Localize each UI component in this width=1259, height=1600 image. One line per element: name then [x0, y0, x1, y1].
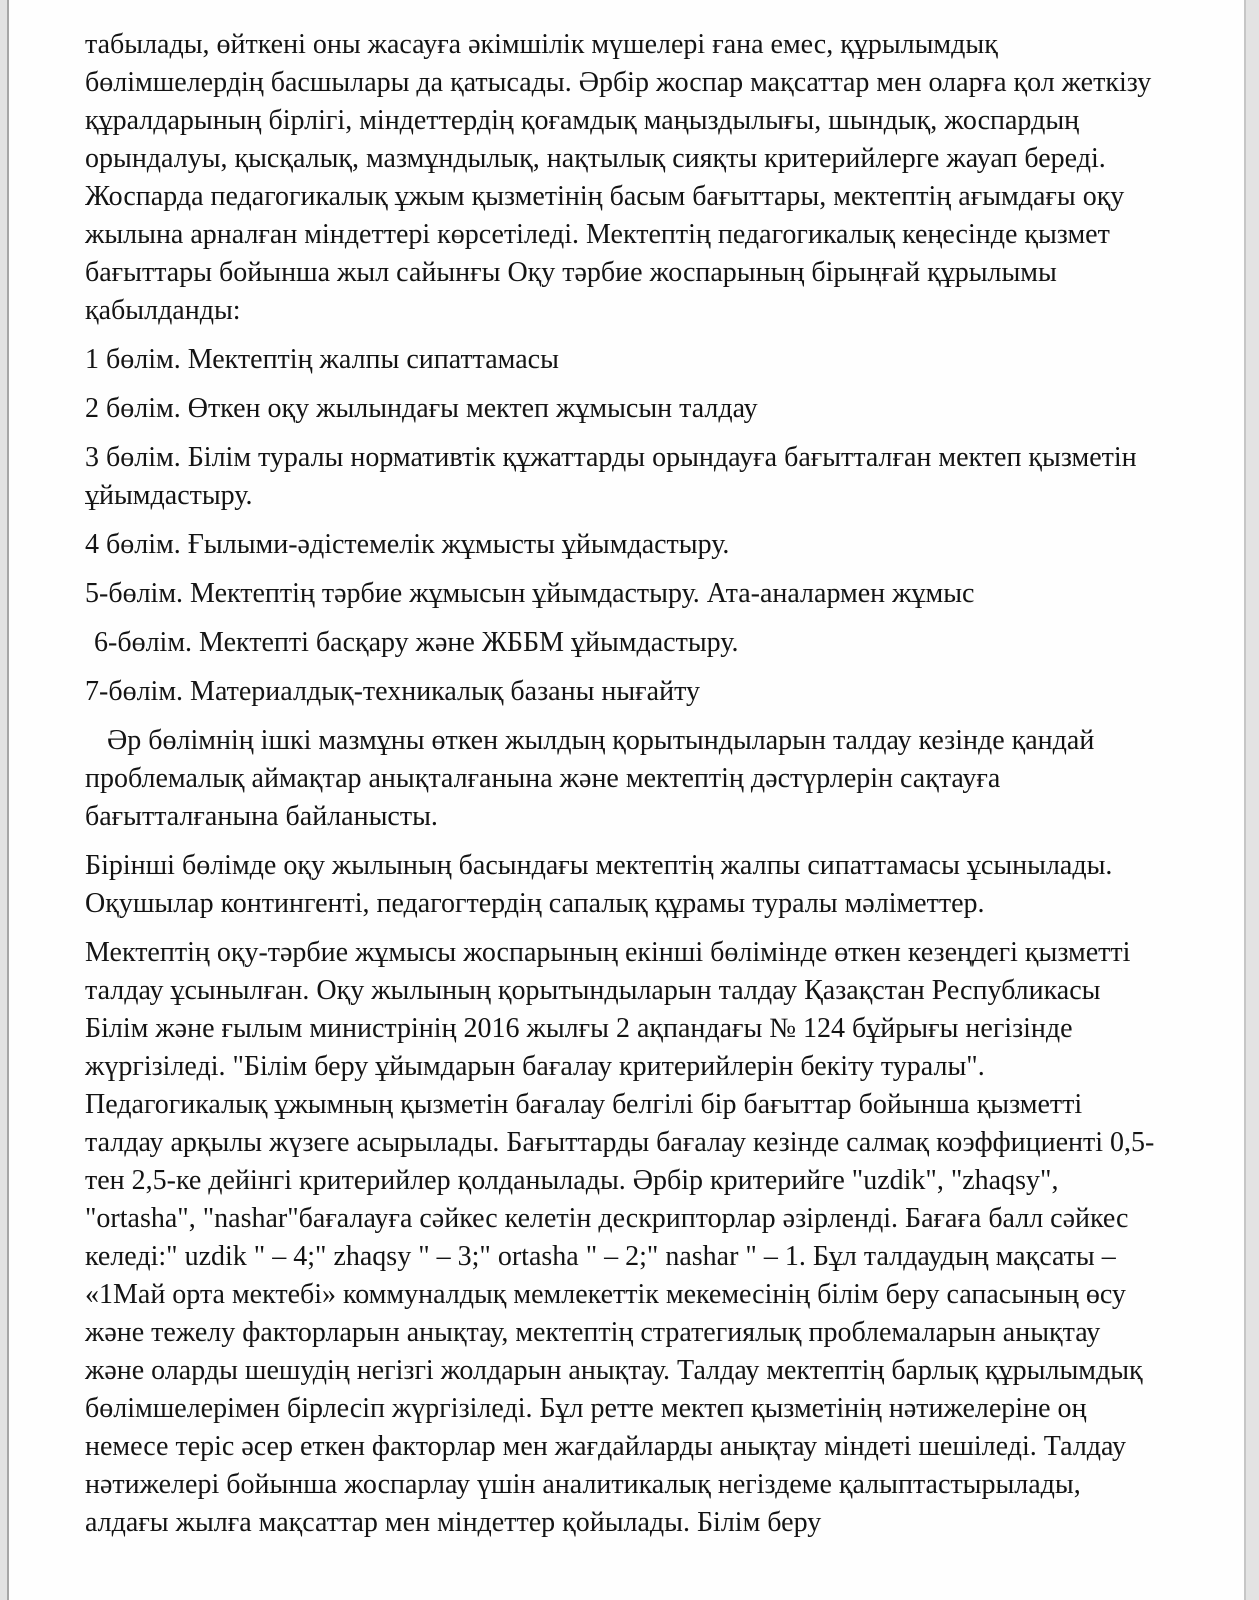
paragraph-intro: табылады, өйткені оны жасауға әкімшілік мүшелері ғана емес, құрылымдық бөлімшелердің басшылары да қатысады. Әрбір жоспар мақсаттар мен оларға қол жеткізу құралдарының бірлігі, міндеттердің қоғамдық маңыздылығы, шындық, жоспардың орындалуы, қысқалық, мазмұндылық, нақтылық сияқты критерийлерге жауап береді. Жоспарда педагогикалық ұжым қызметінің басым бағыттары, мектептің ағымдағы оқу жылына арналған міндеттері көрсетіледі. Мектептің педагогикалық кеңесінде қызмет бағыттары бойынша жыл сайынғы Оқу тәрбие жоспарының бірыңғай құрылымы қабылданды: [85, 29, 1152, 326]
paragraph-section-contents: Әр бөлімнің ішкі мазмұны өткен жылдың қорытындыларын талдау кезінде қандай проблемалық аймақтар анықталғанына және мектептің дәстүрлерін сақтауға бағытталғанына байланысты. [85, 725, 1095, 832]
section-list-item-7: 7-бөлім. Материалдық-техникалық базаны нығайту [85, 676, 700, 707]
section-list-item-5: 5-бөлім. Мектептің тәрбие жұмысын ұйымдастыру. Ата-аналармен жұмыс [85, 578, 975, 609]
paragraph-first-section: Бірінші бөлімде оқу жылының басындағы мектептің жалпы сипаттамасы ұсынылады. Оқушылар контингенті, педагогтердің сапалық құрамы туралы мәліметтер. [85, 850, 1113, 919]
section-list-item-3: 3 бөлім. Білім туралы нормативтік құжаттарды орындауға бағытталған мектеп қызметін ұйымдастыру. [85, 442, 1137, 511]
document-content [85, 26, 1157, 1553]
page-right-scan-edge [1244, 0, 1259, 1600]
section-list-item-1: 1 бөлім. Мектептің жалпы сипаттамасы [85, 344, 559, 375]
page-left-scan-edge [0, 0, 9, 1600]
section-list-item-6: 6-бөлім. Мектепті басқару және ЖББМ ұйымдастыру. [94, 627, 739, 658]
section-list-item-2: 2 бөлім. Өткен оқу жылындағы мектеп жұмысын талдау [85, 393, 758, 424]
paragraph-second-section: Мектептің оқу-тәрбие жұмысы жоспарының екінші бөлімінде өткен кезеңдегі қызметті талдау ұсынылған. Оқу жылының қорытындыларын талдау Қазақстан Республикасы Білім және ғылым министрінің 2016 жылғы 2 ақпандағы № 124 бұйрығы негізінде жүргізіледі. "Білім беру ұйымдарын бағалау критерийлерін бекіту туралы". Педагогикалық ұжымның қызметін бағалау белгілі бір бағыттар бойынша қызметті талдау арқылы жүзеге асырылады. Бағыттарды бағалау кезінде салмақ коэффициенті 0,5-тен 2,5-ке дейінгі критерийлер қолданылады. Әрбір критерийге "uzdik", "zhaqsy", "ortasha", "nashar"бағалауға сәйкес келетін дескрипторлар әзірленді. Бағаға балл сәйкес келеді:" uzdik " – 4;" zhaqsy " – 3;" ortasha " – 2;" nashar " – 1. Бұл талдаудың мақсаты – «1Май орта мектебі» коммуналдық мемлекеттік мекемесінің білім беру сапасының өсу және тежелу факторларын анықтау, мектептің стратегиялық проблемаларын анықтау және оларды шешудің негізгі жолдарын анықтау. Талдау мектептің барлық құрылымдық бөлімшелерімен бірлесіп жүргізіледі. Бұл ретте мектеп қызметінің нәтижелеріне оң немесе теріс әсер еткен факторлар мен жағдайларды анықтау міндеті шешіледі. Талдау нәтижелері бойынша жоспарлау үшін аналитикалық негіздеме қалыптастырылады, алдағы жылға мақсаттар мен міндеттер қойылады. Білім беру [85, 937, 1155, 1538]
section-list-item-4: 4 бөлім. Ғылыми-әдістемелік жұмысты ұйымдастыру. [85, 529, 730, 560]
